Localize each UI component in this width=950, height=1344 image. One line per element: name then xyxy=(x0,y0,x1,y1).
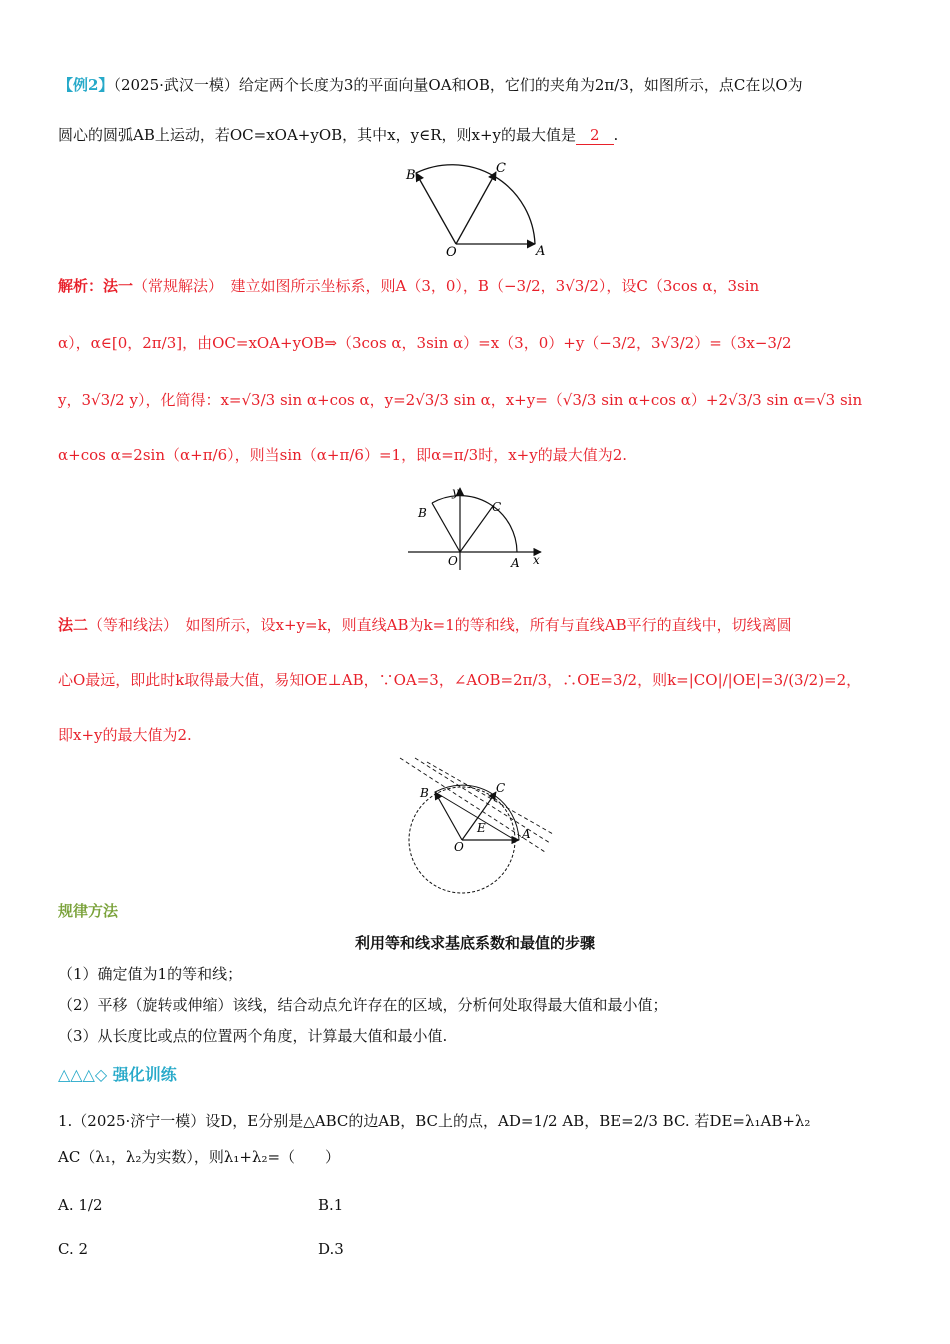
label-E-3: E xyxy=(477,821,486,835)
method-step-2: （2）平移（旋转或伸缩）该线，结合动点允许存在的区域，分析何处取得最大值和最小值； xyxy=(58,996,668,1014)
example-line-2 xyxy=(58,124,892,146)
solution1-line-1 xyxy=(58,275,892,297)
option-b[interactable]: B.1 xyxy=(318,1196,344,1214)
figure-1-arc xyxy=(400,158,550,260)
option-a[interactable]: A. 1/2 xyxy=(58,1196,103,1214)
label-C-3: C xyxy=(496,781,506,795)
method-step-3: （3）从长度比或点的位置两个角度，计算最大值和最小值. xyxy=(58,1027,448,1045)
solution1-line-2: α），α∈[0，2π/3]，由OC=xOA+yOB⇒（3cos α，3sin α）=x（3，0）+y（−3/2，3√3/2）=（3x−3/2 xyxy=(58,334,792,352)
label-B-3: B xyxy=(420,786,429,800)
example-line-1 xyxy=(58,74,892,96)
example-tag: 【例2】 xyxy=(58,76,114,94)
option-d[interactable]: D.3 xyxy=(318,1240,344,1258)
label-y: y xyxy=(452,485,459,499)
solution2-label: 法二 xyxy=(58,616,89,634)
solution1-line-3: y，3√3/2 y），化简得：x=√3/3 sin α+cos α，y=2√3/3 sin α，x+y=（√3/3 sin α+cos α）+2√3/3 sin α=√3 sin xyxy=(58,391,863,409)
label-O: O xyxy=(446,245,457,260)
figure-2-coordinate xyxy=(403,484,548,572)
option-c[interactable]: C. 2 xyxy=(58,1240,89,1258)
figure-3-level-lines xyxy=(395,754,555,894)
question-1-line-1: 1.（2025·济宁一模）设D，E分别是△ABC的边AB，BC上的点，AD=1/2 AB，BE=2/3 BC. 若DE=λ₁AB+λ₂ xyxy=(58,1112,811,1130)
method-title: 利用等和线求基底系数和最值的步骤 xyxy=(354,934,595,952)
solution2-line-1 xyxy=(58,614,892,636)
method-heading: 规律方法 xyxy=(58,902,119,920)
example-answer: 2 xyxy=(576,126,614,145)
example-text-1: （2025·武汉一模）给定两个长度为3的平面向量OA和OB，它们的夹角为2π/3，如图所示，点C在以O为 xyxy=(113,76,803,94)
vector-OC xyxy=(456,172,496,244)
vector-OB-3 xyxy=(435,792,462,840)
label-A: A xyxy=(536,244,546,259)
label-A-2: A xyxy=(511,556,520,570)
label-O-2: O xyxy=(448,554,458,568)
solution1-line-4: α+cos α=2sin（α+π/6），则当sin（α+π/6）=1，即α=π/3时，x+y的最大值为2. xyxy=(58,446,628,464)
segment-OC xyxy=(460,506,493,552)
method-step-1: （1）确定值为1的等和线； xyxy=(58,965,243,983)
label-B: B xyxy=(406,168,416,183)
solution1-text-1: （常规解法） 建立如图所示坐标系，则A（3，0），B（−3/2，3√3/2），设C（3cos α，3sin xyxy=(133,277,760,295)
question-1-line-2: AC（λ₁，λ₂为实数），则λ₁+λ₂=（ ） xyxy=(58,1148,341,1166)
solution1-label: 解析：法一 xyxy=(58,277,134,295)
label-B-2: B xyxy=(418,506,427,520)
segment-OB xyxy=(432,503,460,552)
label-C-2: C xyxy=(492,500,502,514)
solution2-line-2: 心O最远，即此时k取得最大值，易知OE⊥AB，∵OA=3，∠AOB=2π/3，∴OE=3/2，则k=|CO|/|OE|=3/(3/2)=2， xyxy=(58,671,862,689)
arc-AB-2 xyxy=(432,496,517,552)
example-text-2-suffix: . xyxy=(613,126,619,144)
solution2-line-3: 即x+y的最大值为2. xyxy=(58,726,192,744)
label-x: x xyxy=(533,553,540,567)
label-C: C xyxy=(496,161,506,176)
label-O-3: O xyxy=(454,840,464,854)
solution2-text-1: （等和线法） 如图所示，设x+y=k，则直线AB为k=1的等和线，所有与直线AB平行的直线中，切线离圆 xyxy=(88,616,792,634)
label-A-3: A xyxy=(522,827,531,841)
segment-AB xyxy=(435,792,515,840)
example-text-2: 圆心的圆弧AB上运动，若OC=xOA+yOB，其中x，y∈R，则x+y的最大值是 xyxy=(58,126,576,144)
training-heading: △△△◇ 强化训练 xyxy=(58,1065,177,1084)
vector-OB xyxy=(416,173,456,244)
